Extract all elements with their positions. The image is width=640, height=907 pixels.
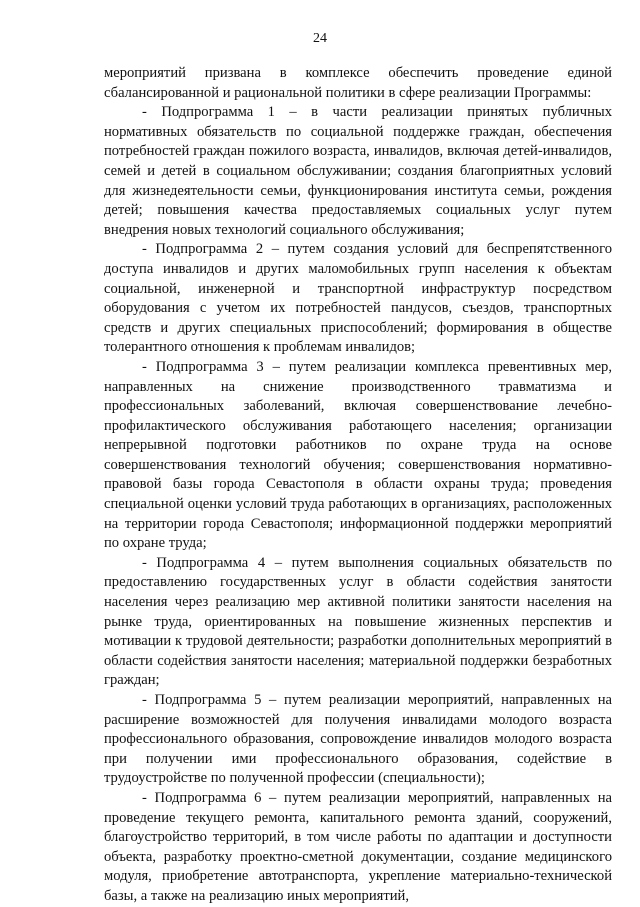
paragraph-subprogram-2: - Подпрограмма 2 – путем создания условий для беспрепятственного доступа инвалидов и других маломобильных групп населения к объектам социальной, инженерной и транспортной инфраструктур посредством оборудования с учетом их потребностей пандусов, съездов, транспортных средств и других специальных приспособлений; формирования в обществе толерантного отношения к проблемам инвалидов; (104, 241, 612, 356)
document-body (104, 64, 612, 907)
paragraph-intro: мероприятий призвана в комплексе обеспечить проведение единой сбалансированной и рациональной политики в сфере реализации Программы: (104, 65, 612, 101)
paragraph-subprogram-1: - Подпрограмма 1 – в части реализации принятых публичных нормативных обязательств по социальной поддержке граждан, обеспечения потребностей граждан пожилого возраста, инвалидов, включая детей-инвалидов, семей и детей в социальном обслуживании; создания благоприятных условий для жизнедеятельности семьи, функционирования института семьи, рождения детей; повышения качества предоставляемых социальных услуг путем внедрения новых технологий социального обслуживания; (104, 104, 612, 238)
paragraph-subprogram-6: - Подпрограмма 6 – путем реализации мероприятий, направленных на проведение текущего ремонта, капитального ремонта зданий, сооружений, благоустройство территорий, в том числе работы по адаптации и доступности объекта, разработку проектно-сметной документации, создание медицинского модуля, приобретение автотранспорта, укрепление материально-технической базы, а также на реализацию иных мероприятий, (104, 789, 612, 904)
paragraph-subprogram-4: - Подпрограмма 4 – путем выполнения социальных обязательств по предоставлению государственных услуг в области содействия занятости населения через реализацию мер активной политики занятости населения на рынке труда, ориентированных на повышение жизненных перспектив и мотивации к трудовой деятельности; разработки дополнительных мероприятий в области содействия занятости населения; материальной поддержки безработных граждан; (104, 554, 612, 689)
page-number: 24 (313, 31, 327, 46)
paragraph-subprogram-5: - Подпрограмма 5 – путем реализации мероприятий, направленных на расширение возможностей для получения инвалидами молодого возраста профессионального образования, сопровождение инвалидов молодого возраста при получении ими профессионального образования, содействие в трудоустройстве по полученной профессии (специальности); (104, 692, 612, 787)
paragraph-subprogram-3: - Подпрограмма 3 – путем реализации комплекса превентивных мер, направленных на снижение производственного травматизма и профессиональных заболеваний, включая совершенствование лечебно-профилактического обслуживания работающего населения; организации непрерывной подготовки работников по охране труда на основе совершенствования технологий обучения; совершенствования нормативно-правовой базы города Севастополя в области охраны труда; проведения специальной оценки условий труда работающих в организациях, расположенных на территории города Севастополя; информационной поддержки мероприятий по охране труда; (104, 358, 612, 552)
